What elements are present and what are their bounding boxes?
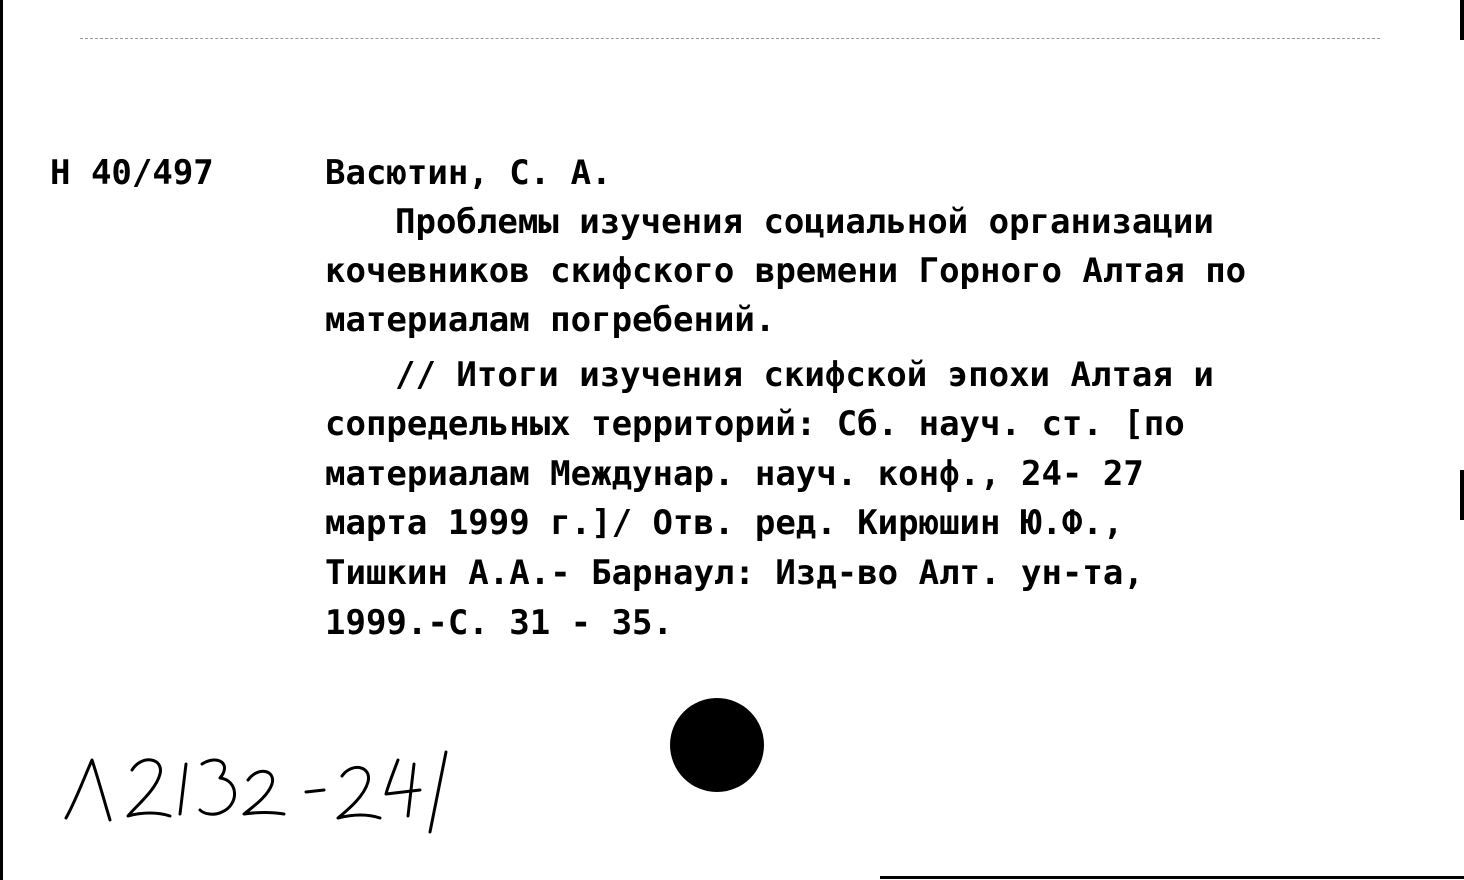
title-line-1-text: Проблемы изучения социальной организации [395, 202, 1214, 242]
shelfmark: Н 40/497 [50, 153, 214, 193]
source-line-5: Тишкин А.А.- Барнаул: Изд-во Алт. ун-та, [325, 553, 1144, 593]
card-right-edge-mark-2 [1460, 470, 1464, 520]
card-punch-hole [670, 698, 764, 792]
scan-dotted-line [80, 38, 1380, 39]
source-line-1: // Итоги изучения скифской эпохи Алтая и [395, 355, 1214, 395]
card-right-edge-mark [1460, 0, 1464, 40]
title-line-1 [395, 202, 1422, 242]
title-line-3: материалам погребений. [325, 300, 776, 340]
author: Васютин, С. А. [325, 153, 612, 193]
source-line-4: марта 1999 г.]/ Отв. ред. Кирюшин Ю.Ф., [325, 503, 1124, 543]
source-line-6: 1999.-С. 31 - 35. [325, 603, 673, 643]
source-line-2: сопредельных территорий: Сб. науч. ст. [по [325, 404, 1185, 444]
source-line-3: материалам Междунар. науч. конф., 24- 27 [325, 454, 1144, 494]
card-bottom-edge [880, 876, 1464, 879]
card-left-edge [0, 0, 3, 880]
handwritten-accession-number [62, 730, 502, 840]
title-line-2: кочевников скифского времени Горного Алтая по [325, 251, 1247, 291]
